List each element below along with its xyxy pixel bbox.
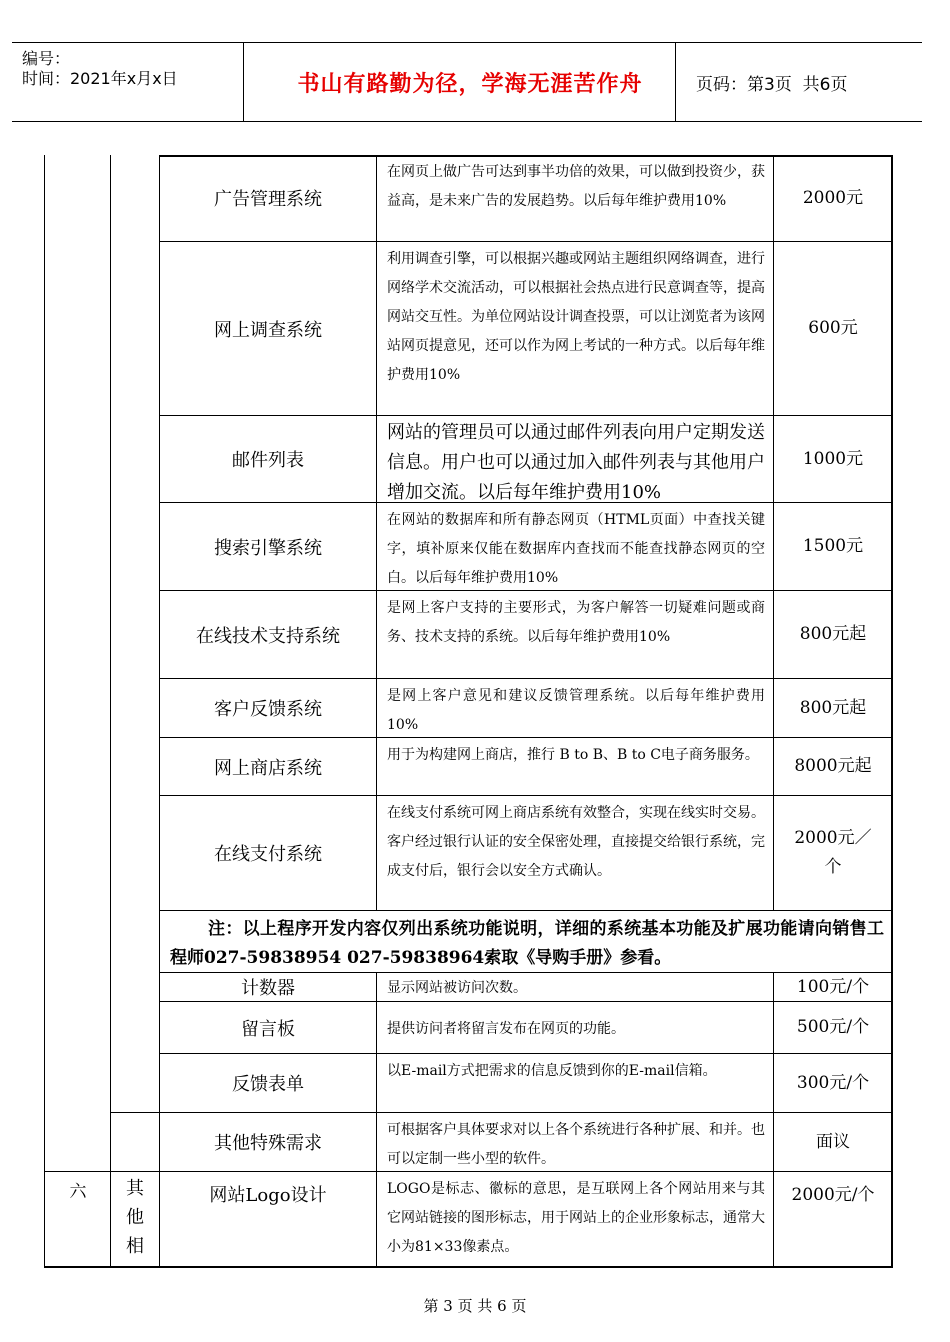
system-name: 在线技术支持系统 [196, 625, 340, 647]
page-header [12, 42, 922, 122]
module-name: 计数器 [241, 978, 295, 999]
system-description: 在网页上做广告可达到事半功倍的效果，可以做到投资少，获益高，是未来广告的发展趋势。以后每年维护费用10% [387, 164, 765, 209]
system-name: 在线支付系统 [214, 844, 322, 865]
system-name: 搜索引擎系统 [214, 537, 322, 559]
module-price: 面议 [816, 1131, 850, 1152]
service-name: 网站Logo设计 [209, 1185, 327, 1206]
header-page-info [696, 43, 916, 121]
system-name: 邮件列表 [232, 450, 304, 471]
system-description: 利用调查引擎，可以根据兴趣或网站主题组织网络调查，进行网络学术交流活动，可以根据社会热点进行民意调查等，提高网站交互性。为单位网站设计调查投票，可以让浏览者为该网站网页提意见，还可以作为网上考试的一种方式。以后每年维护费用10% [387, 251, 765, 383]
system-name: 广告管理系统 [214, 189, 322, 210]
service-price: 2000元/个 [791, 1185, 875, 1205]
section-number: 六 [69, 1182, 87, 1202]
header-page-label: 页码：第3页 共6页 [696, 74, 848, 95]
system-description: 在网站的数据库和所有静态网页（HTML页面）中查找关键字，填补原来仅能在数据库内查找而不能查找静态网页的空白。以后每年维护费用10% [387, 512, 765, 586]
pricing-table [44, 155, 893, 1268]
header-meta [22, 49, 247, 89]
section-category-char: 他 [126, 1207, 144, 1228]
system-price: 800元起 [799, 624, 867, 644]
section-category-char: 其 [126, 1178, 144, 1199]
table-note: 注：以上程序开发内容仅列出系统功能说明，详细的系统基本功能及扩展功能请向销售工程师027-59838954 027-59838964索取《导购手册》参看。 [170, 919, 884, 968]
system-name: 客户反馈系统 [214, 699, 322, 720]
header-divider [675, 43, 676, 121]
system-name: 网上商店系统 [214, 757, 322, 779]
system-description: 是网上客户支持的主要形式，为客户解答一切疑难问题或商务、技术支持的系统。以后每年维护费用10% [387, 600, 765, 645]
page-footer: 第 3 页 共 6 页 [423, 1297, 527, 1315]
module-description: 显示网站被访问次数。 [387, 980, 527, 996]
system-price: 800元起 [799, 697, 867, 718]
module-description: 可根据客户具体要求对以上各个系统进行各种扩展、和并。也可以定制一些小型的软件。 [387, 1122, 765, 1167]
header-motto: 书山有路勤为径，学海无涯苦作舟 [297, 71, 643, 97]
system-description: 在线支付系统可网上商店系统有效整合，实现在线实时交易。客户经过银行认证的安全保密处理，直接提交给银行系统，完成支付后，银行会以安全方式确认。 [387, 805, 765, 879]
module-price: 300元/个 [796, 1072, 870, 1093]
document-time-label: 时间：2021年x月x日 [22, 69, 178, 88]
module-description: 以E-mail方式把需求的信息反馈到你的E-mail信箱。 [387, 1063, 717, 1079]
section-category [111, 1174, 159, 1261]
system-price: 2000元 [802, 187, 864, 208]
service-description: LOGO是标志、徽标的意思，是互联网上各个网站用来与其它网站链接的图形标志，用于网站上的企业形象标志，通常大小为81×33像素点。 [387, 1181, 765, 1255]
system-name: 网上调查系统 [214, 319, 322, 341]
system-description: 网站的管理员可以通过邮件列表向用户定期发送信息。用户也可以通过加入邮件列表与其他用户增加交流。以后每年维护费用10% [387, 422, 765, 503]
system-price: 2000元／个 [794, 828, 872, 877]
module-price: 500元/个 [796, 1017, 870, 1037]
system-price: 8000元起 [794, 756, 872, 776]
document-number-label: 编号： [22, 49, 71, 68]
column-divider [110, 155, 111, 1266]
system-price: 1000元 [802, 448, 864, 469]
system-price: 600元 [808, 318, 858, 338]
system-description: 是网上客户意见和建议反馈管理系统。以后每年维护费用10% [387, 688, 765, 733]
system-description: 用于为构建网上商店，推行 B to B、B to C电子商务服务。 [387, 747, 759, 763]
module-description: 提供访问者将留言发布在网页的功能。 [387, 1020, 625, 1037]
module-name: 反馈表单 [232, 1074, 304, 1095]
module-price: 100元/个 [796, 976, 870, 997]
header-divider [243, 43, 244, 121]
section-category-char: 相 [126, 1236, 144, 1257]
module-name: 留言板 [241, 1018, 295, 1040]
system-price: 1500元 [802, 536, 864, 556]
module-name: 其他特殊需求 [214, 1133, 322, 1154]
